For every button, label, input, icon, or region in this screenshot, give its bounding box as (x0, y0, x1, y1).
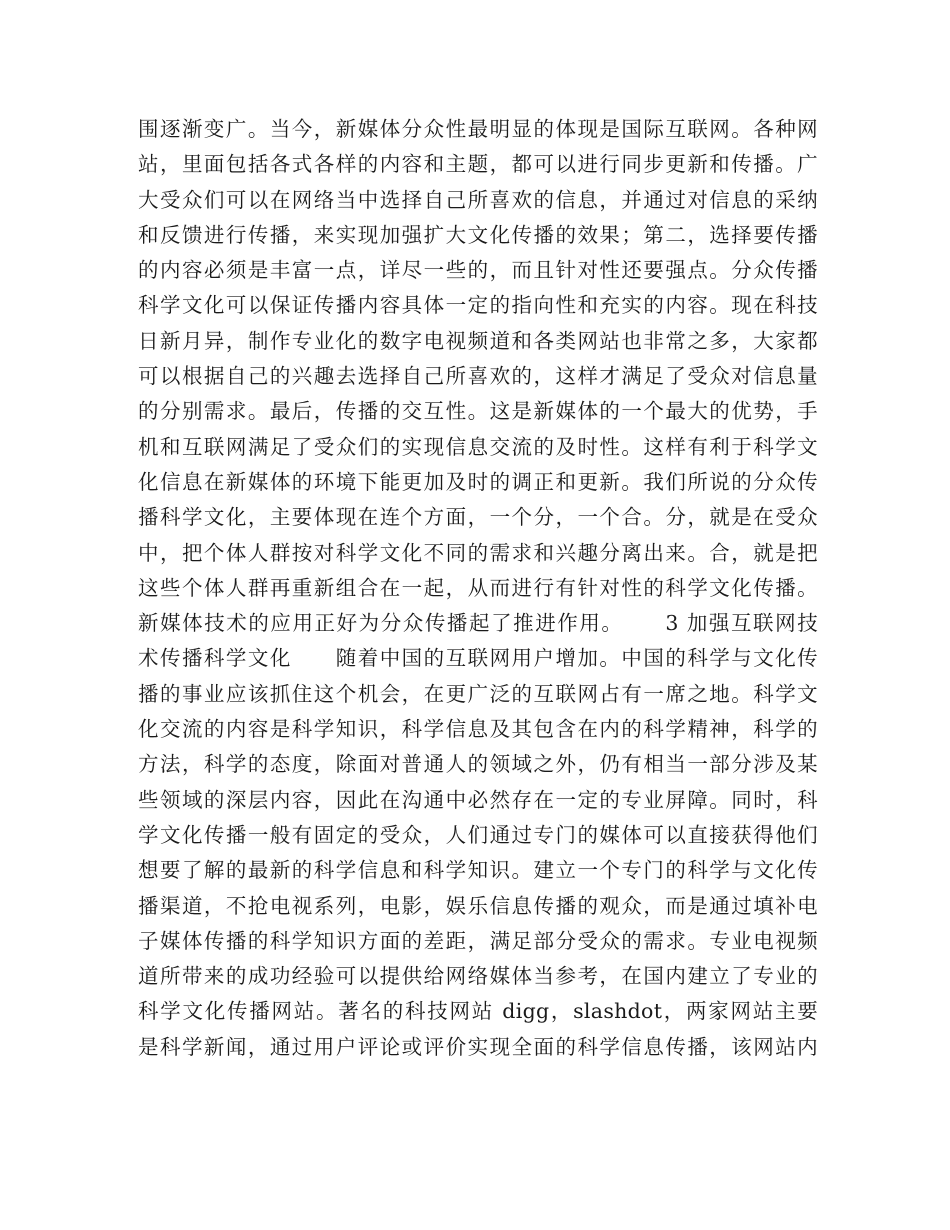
text-line: 机和互联网满足了受众们的实现信息交流的及时性。这样有利于科学文 (138, 434, 818, 459)
text-line: 子媒体传播的科学知识方面的差距，满足部分受众的需求。专业电视频 (138, 928, 818, 953)
text-line: 新媒体技术的应用正好为分众传播起了推进作用。 3 加强互联网技 (138, 611, 818, 636)
text-line: 可以根据自己的兴趣去选择自己所喜欢的，这样才满足了受众对信息量 (138, 364, 818, 389)
text-line: 围逐渐变广。当今，新媒体分众性最明显的体现是国际互联网。各种网 (138, 117, 818, 141)
text-line: 大受众们可以在网络当中选择自己所喜欢的信息，并通过对信息的采纳 (138, 187, 818, 212)
text-line: 和反馈进行传播，来实现加强扩大文化传播的效果；第二，选择要传播 (138, 222, 818, 247)
text-line: 化信息在新媒体的环境下能更加及时的调正和更新。我们所说的分众传 (138, 469, 818, 494)
text-line: 播科学文化，主要体现在连个方面，一个分，一个合。分，就是在受众 (138, 505, 818, 530)
text-line: 的分别需求。最后，传播的交互性。这是新媒体的一个最大的优势，手 (138, 399, 818, 424)
text-line: 化交流的内容是科学知识，科学信息及其包含在内的科学精神，科学的 (138, 717, 818, 742)
text-line: 想要了解的最新的科学信息和科学知识。建立一个专门的科学与文化传 (138, 858, 818, 883)
text-line: 术传播科学文化 随着中国的互联网用户增加。中国的科学与文化传 (138, 646, 818, 671)
text-line: 中，把个体人群按对科学文化不同的需求和兴趣分离出来。合，就是把 (138, 540, 818, 565)
text-line: 播的事业应该抓住这个机会，在更广泛的互联网占有一席之地。科学文 (138, 681, 818, 706)
text-line: 播渠道，不抢电视系列，电影，娱乐信息传播的观众，而是通过填补电 (138, 893, 818, 918)
text-line: 道所带来的成功经验可以提供给网络媒体当参考，在国内建立了专业的 (138, 964, 818, 989)
text-line: 科学文化可以保证传播内容具体一定的指向性和充实的内容。现在科技 (138, 293, 818, 318)
text-line: 学文化传播一般有固定的受众，人们通过专门的媒体可以直接获得他们 (138, 822, 818, 847)
text-line: 方法，科学的态度，除面对普通人的领域之外，仍有相当一部分涉及某 (138, 752, 818, 777)
text-line: 这些个体人群再重新组合在一起，从而进行有针对性的科学文化传播。 (138, 575, 818, 600)
body-text (138, 112, 818, 1065)
text-line: 是科学新闻，通过用户评论或评价实现全面的科学信息传播，该网站内 (138, 1034, 818, 1059)
text-line: 站，里面包括各式各样的内容和主题，都可以进行同步更新和传播。广 (138, 152, 818, 177)
text-line: 科学文化传播网站。著名的科技网站 digg，slashdot，两家网站主要 (138, 999, 818, 1024)
text-line: 些领域的深层内容，因此在沟通中必然存在一定的专业屏障。同时，科 (138, 787, 818, 812)
text-line: 的内容必须是丰富一点，详尽一些的，而且针对性还要强点。分众传播 (138, 258, 818, 283)
text-line: 日新月异，制作专业化的数字电视频道和各类网站也非常之多，大家都 (138, 328, 818, 353)
